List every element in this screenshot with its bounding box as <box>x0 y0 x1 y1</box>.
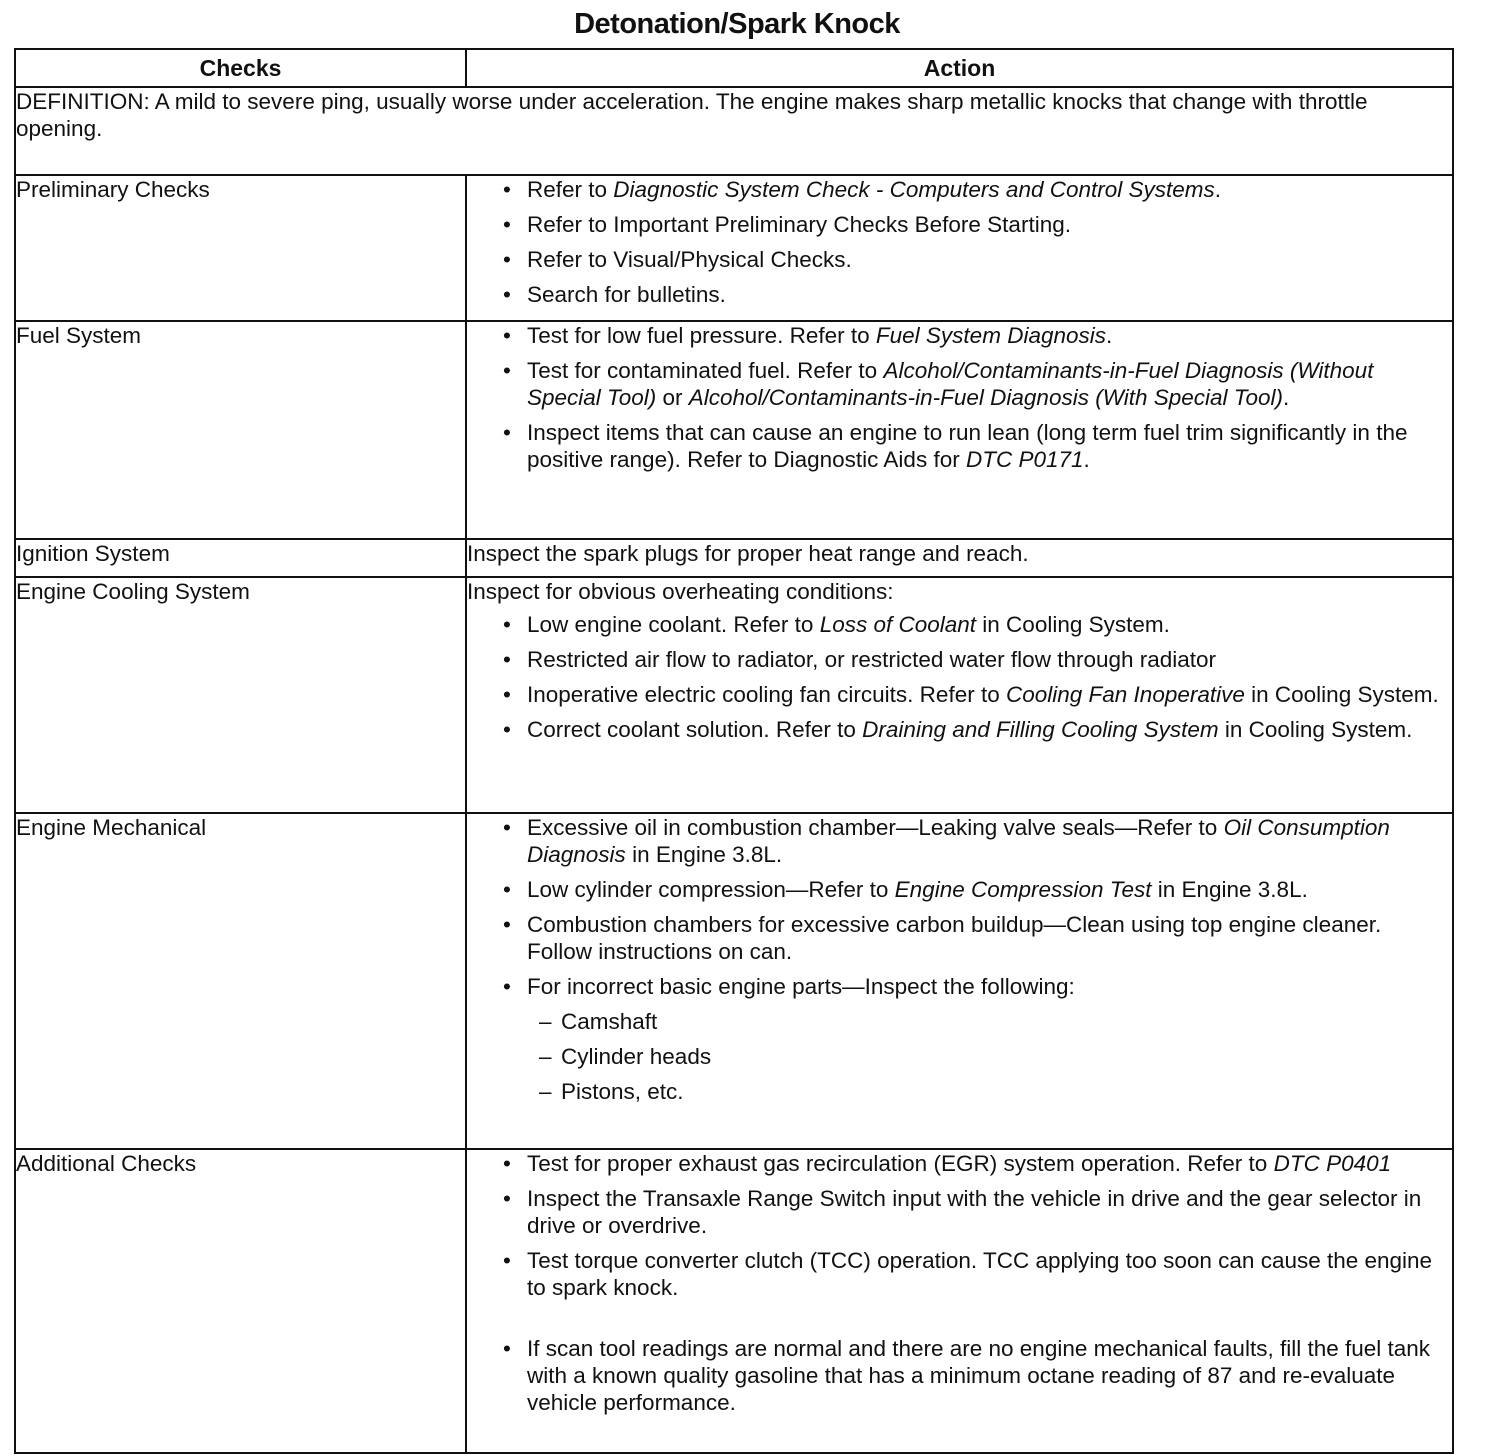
check-label: Additional Checks <box>15 1149 466 1453</box>
action-cell <box>466 1149 1453 1453</box>
action-cell <box>466 321 1453 539</box>
header-row <box>15 49 1453 87</box>
list-item: • Refer to Important Preliminary Checks Before Starting. <box>503 211 1452 238</box>
table-row-engine-cooling-system <box>15 577 1453 813</box>
list-item: • Search for bulletins. <box>503 281 1452 308</box>
definition-row <box>15 87 1453 175</box>
action-list <box>467 176 1452 308</box>
check-label: Fuel System <box>15 321 466 539</box>
list-item: • Inspect the Transaxle Range Switch input with the vehicle in drive and the gear selector in drive or overdrive. <box>503 1185 1452 1239</box>
list-item: • Combustion chambers for excessive carbon buildup—Clean using top engine cleaner. Follow instructions on can. <box>503 911 1452 965</box>
action-list <box>467 814 1452 1105</box>
list-item: • Test for proper exhaust gas recirculation (EGR) system operation. Refer to DTC P0401 <box>503 1150 1452 1177</box>
action-lead-text: Inspect for obvious overheating conditions: <box>467 579 894 604</box>
action-list <box>467 322 1452 473</box>
sub-list <box>527 1008 1452 1105</box>
list-item: • Inoperative electric cooling fan circuits. Refer to Cooling Fan Inoperative in Cooling System. <box>503 681 1452 708</box>
diagnosis-table <box>14 48 1454 1454</box>
table-row-ignition-system <box>15 539 1453 577</box>
header-checks: Checks <box>15 49 466 87</box>
list-item: • Refer to Diagnostic System Check - Computers and Control Systems. <box>503 176 1452 203</box>
action-cell <box>466 175 1453 321</box>
action-cell <box>466 813 1453 1149</box>
list-item: • Low cylinder compression—Refer to Engine Compression Test in Engine 3.8L. <box>503 876 1452 903</box>
list-item: • Test for low fuel pressure. Refer to Fuel System Diagnosis. <box>503 322 1452 349</box>
definition-text: DEFINITION: A mild to severe ping, usually worse under acceleration. The engine makes sharp metallic knocks that change with throttle opening. <box>15 87 1453 175</box>
list-item: • For incorrect basic engine parts—Inspect the following: – Camshaft – Cylinder heads – Pistons, etc. <box>503 973 1452 1105</box>
table-row-engine-mechanical <box>15 813 1453 1149</box>
check-label: Engine Mechanical <box>15 813 466 1149</box>
list-item: • Inspect items that can cause an engine to run lean (long term fuel trim significantly in the positive range). Refer to Diagnostic Aids for DTC P0171. <box>503 419 1452 473</box>
action-cell: Inspect the spark plugs for proper heat range and reach. <box>466 539 1453 577</box>
list-item: • Excessive oil in combustion chamber—Leaking valve seals—Refer to Oil Consumption Diagnosis in Engine 3.8L. <box>503 814 1452 868</box>
header-action: Action <box>466 49 1453 87</box>
sub-list-item: – Cylinder heads <box>539 1043 1452 1070</box>
check-label: Engine Cooling System <box>15 577 466 813</box>
action-list <box>467 1150 1452 1416</box>
list-item: • Test for contaminated fuel. Refer to Alcohol/Contaminants-in-Fuel Diagnosis (Without Special Tool) or Alcohol/Contaminants-in-Fuel Diagnosis (With Special Tool). <box>503 357 1452 411</box>
check-label: Ignition System <box>15 539 466 577</box>
table-row-preliminary-checks <box>15 175 1453 321</box>
sub-list-item: – Camshaft <box>539 1008 1452 1035</box>
action-list <box>467 611 1452 743</box>
check-label: Preliminary Checks <box>15 175 466 321</box>
list-item: • Correct coolant solution. Refer to Draining and Filling Cooling System in Cooling System. <box>503 716 1452 743</box>
table-row-fuel-system <box>15 321 1453 539</box>
sub-list-item: – Pistons, etc. <box>539 1078 1452 1105</box>
list-item: • Restricted air flow to radiator, or restricted water flow through radiator <box>503 646 1452 673</box>
list-item: • Low engine coolant. Refer to Loss of Coolant in Cooling System. <box>503 611 1452 638</box>
page-title: Detonation/Spark Knock <box>574 8 900 40</box>
list-item: • Test torque converter clutch (TCC) operation. TCC applying too soon can cause the engine to spark knock. <box>503 1247 1452 1301</box>
action-cell <box>466 577 1453 813</box>
list-item: • Refer to Visual/Physical Checks. <box>503 246 1452 273</box>
list-item: • If scan tool readings are normal and there are no engine mechanical faults, fill the fuel tank with a known quality gasoline that has a minimum octane reading of 87 and re-evaluate vehicle performance. <box>503 1335 1452 1416</box>
table-row-additional-checks <box>15 1149 1453 1453</box>
